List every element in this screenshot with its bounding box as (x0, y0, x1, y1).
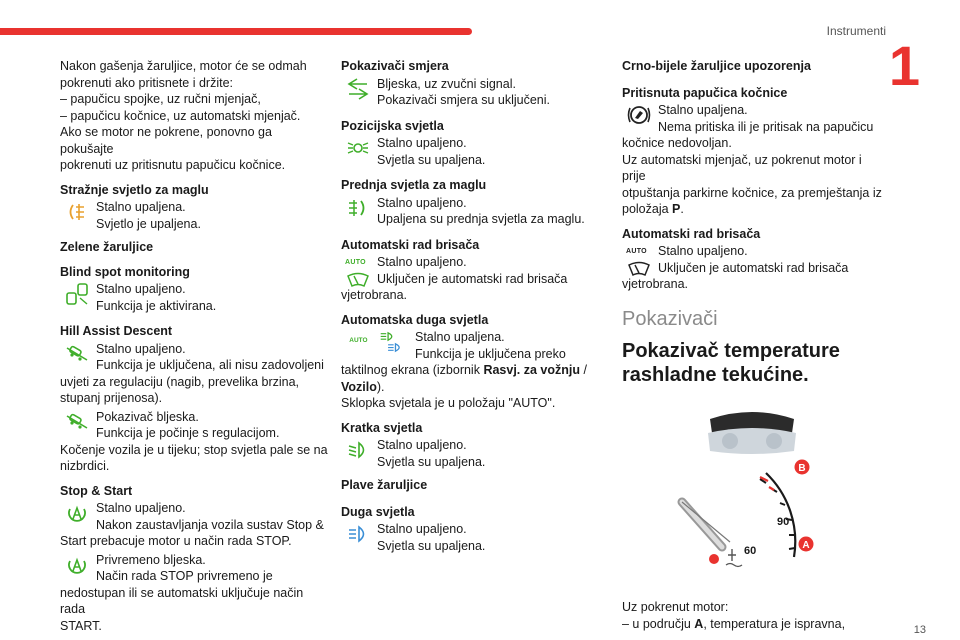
hill-descent-icon (64, 342, 90, 366)
svg-text:AUTO: AUTO (349, 337, 368, 344)
hill-assist-flashing-entry: Pokazivač bljeska. Funkcija je počinje s regulacijom. Kočenje vozila je u tijeku; stop svjetla pale se na nizbrdici. (60, 409, 328, 473)
stop-start-flashing-entry: Privremeno bljeska. Način rada STOP privremeno je nedostupan ili se automatski uključuje način rada START. (60, 552, 304, 633)
hill-assist-heading: Hill Assist Descent (60, 324, 173, 338)
coolant-gauge-figure (622, 397, 884, 597)
coolant-temp-heading: Pokazivač temperature rashladne tekućine. (622, 340, 840, 386)
blue-lights-heading: Plave žaruljice (341, 478, 428, 492)
auto-high-beam-icon (345, 330, 409, 354)
column-1 (60, 58, 328, 636)
low-beam-heading: Kratka svjetla (341, 420, 423, 435)
stop-start-intro: Nakon gašenja žaruljice, motor će se odmah pokrenuti ako pritisnete i držite: – papučicu spojke, uz ručni mjenjač, – papučicu kočnice, uz automatski mjenjač. Ako se motor ne pokrene, ponovno ga pokušajte pokrenuti uz pritisnutu papučicu kočnice. (60, 59, 307, 172)
front-fog-heading: Prednja svjetla za maglu (341, 178, 487, 192)
main-beam-icon (345, 522, 371, 546)
hill-assist-steady-entry: Stalno upaljeno. Funkcija je uključena, ali nisu zadovoljeni uvjeti za regulaciju (nagib, prevelika brzina, stupanj prijenosa). (60, 341, 324, 405)
auto-wiper-icon: AUTO (626, 244, 652, 268)
brake-pedal-entry: Stalno upaljena. Nema pritiska ili je pritisak na papučicu kočnice nedovoljan. Uz automatski mjenjač, uz pokrenut motor i prije otpuštanja parkirne kočnice, za premještanja iz položaja P. (622, 103, 882, 216)
coolant-gauge-illustration (622, 397, 884, 577)
blind-spot-heading: Blind spot monitoring (60, 264, 190, 279)
high-beam-heading: Duga svjetla (341, 504, 415, 519)
blind-spot-icon (64, 282, 90, 306)
turn-signal-icon (345, 77, 371, 101)
column-3 (622, 58, 884, 636)
front-fog-light-icon (345, 196, 371, 220)
rear-fog-heading: Stražnje svjetlo za maglu (60, 182, 209, 197)
stop-start-icon (64, 501, 90, 525)
gauge-tick-60: 60 (744, 545, 757, 557)
gauge-tick-90: 90 (777, 516, 790, 528)
auto-high-beam-heading: Automatska duga svjetla (341, 312, 489, 327)
callout-a-label: A (802, 540, 810, 551)
auto-wiper-icon: AUTO (345, 255, 371, 279)
dipped-beam-icon (345, 438, 371, 462)
green-lights-heading: Zelene žaruljice (60, 240, 154, 254)
bw-auto-wiper-heading: Automatski rad brisača (622, 226, 761, 241)
chapter-color-bar (0, 28, 472, 35)
auto-wiper-entry: AUTO Stalno upaljeno. Uključen je automatski rad brisača vjetrobrana. (341, 255, 568, 302)
auto-wiper-heading: Automatski rad brisača (341, 237, 480, 252)
page-number: 13 (913, 624, 926, 636)
coolant-explanation: Uz pokrenut motor: – u području A, temperatura je ispravna, (622, 600, 846, 631)
bw-lights-heading: Crno-bijele žaruljice upozorenja (622, 59, 811, 73)
stop-start-heading: Stop & Start (60, 483, 133, 498)
low-beam-entry: Stalno upaljeno. Svjetla su upaljena. (341, 437, 593, 471)
auto-high-beam-entry: AUTO Stalno upaljena. Funkcija je uključena preko taktilnog ekrana (izbornik Rasvj. za vožnju / Vozilo). Sklopka svjetala je u položaju "AUTO". (341, 330, 587, 410)
indicators-heading: Pokazivači smjera (341, 59, 449, 73)
stop-start-steady-entry: Stalno upaljeno. Nakon zaustavljanja vozila sustav Stop & Start prebacuje motor u način rada STOP. (60, 501, 324, 548)
rear-fog-entry: Stalno upaljena. Svjetlo je upaljena. (60, 199, 328, 233)
hill-descent-icon (64, 410, 90, 434)
indicators-entry: Bljeska, uz zvučni signal. Pokazivači smjera su uključeni. (341, 76, 593, 110)
foot-on-brake-icon (626, 103, 652, 127)
bw-auto-wiper-entry: AUTO Stalno upaljeno. Uključen je automatski rad brisača vjetrobrana. (622, 244, 849, 291)
blind-spot-entry: Stalno upaljeno. Funkcija je aktivirana. (60, 281, 328, 315)
section-title: Pokazivači (622, 307, 718, 330)
front-fog-entry: Stalno upaljeno. Upaljena su prednja svjetla za maglu. (341, 195, 593, 229)
high-beam-entry: Stalno upaljeno. Svjetla su upaljena. (341, 521, 593, 555)
position-lights-entry: Stalno upaljeno. Svjetla su upaljena. (341, 135, 593, 169)
chapter-title: Instrumenti (826, 24, 886, 38)
brake-pedal-heading: Pritisnuta papučica kočnice (622, 85, 788, 100)
side-lights-icon (345, 136, 371, 160)
position-lights-heading: Pozicijska svjetla (341, 118, 444, 133)
rear-fog-light-icon (64, 200, 90, 224)
stop-start-icon (64, 553, 90, 577)
column-2 (341, 58, 593, 557)
chapter-number: 1 (888, 34, 920, 97)
callout-b-label: B (798, 463, 806, 474)
